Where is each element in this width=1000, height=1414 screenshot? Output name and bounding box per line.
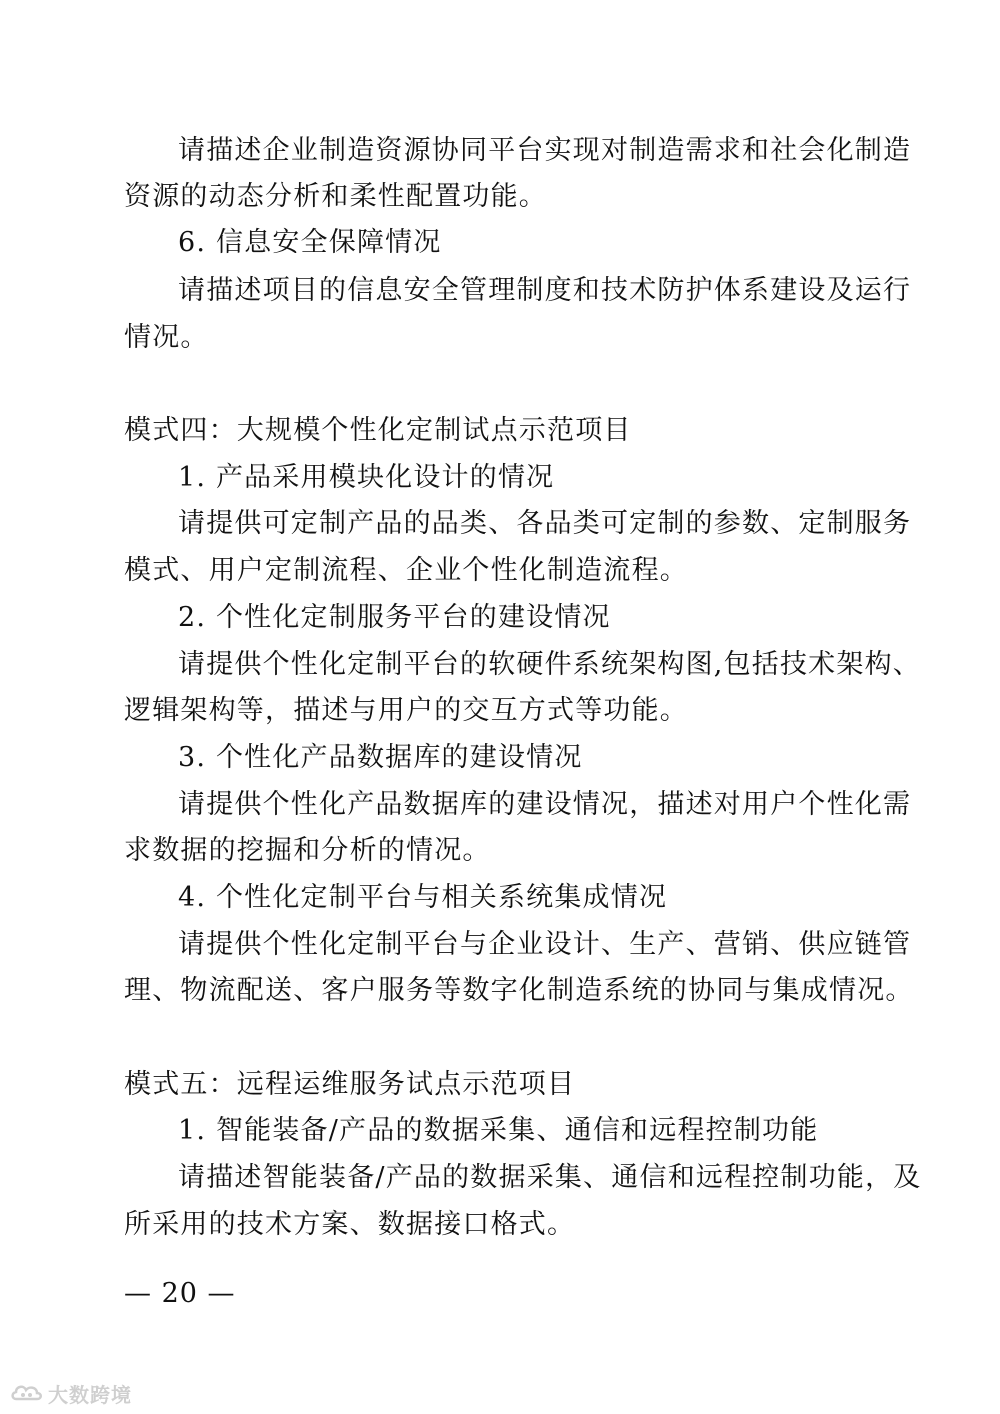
page-number: — 20 — — [124, 1278, 236, 1309]
section-heading: 3. 个性化产品数据库的建设情况 — [178, 742, 583, 773]
section-heading: 6. 信息安全保障情况 — [178, 227, 442, 258]
paragraph-line: 请提供个性化产品数据库的建设情况，描述对用户个性化需 — [178, 789, 912, 820]
cloud-logo-icon — [10, 1381, 44, 1405]
section-heading: 1. 产品采用模块化设计的情况 — [178, 462, 555, 493]
paragraph-line: 逻辑架构等，描述与用户的交互方式等功能。 — [124, 695, 688, 726]
paragraph-line: 请提供可定制产品的品类、各品类可定制的参数、定制服务 — [178, 508, 912, 539]
section-heading: 2. 个性化定制服务平台的建设情况 — [178, 602, 611, 633]
section-heading: 1. 智能装备/产品的数据采集、通信和远程控制功能 — [178, 1115, 819, 1146]
mode-heading: 模式四：大规模个性化定制试点示范项目 — [124, 415, 632, 446]
paragraph-line: 请描述项目的信息安全管理制度和技术防护体系建设及运行 — [178, 275, 912, 306]
watermark-text: 大数跨境 — [48, 1382, 132, 1407]
paragraph-line: 资源的动态分析和柔性配置功能。 — [124, 181, 547, 212]
paragraph-line: 请描述智能装备/产品的数据采集、通信和远程控制功能，及 — [178, 1162, 922, 1193]
paragraph-line: 请提供个性化定制平台的软硬件系统架构图,包括技术架构、 — [178, 649, 921, 680]
paragraph-line: 请描述企业制造资源协同平台实现对制造需求和社会化制造 — [178, 135, 912, 166]
paragraph-line: 所采用的技术方案、数据接口格式。 — [124, 1209, 576, 1240]
paragraph-line: 模式、用户定制流程、企业个性化制造流程。 — [124, 555, 688, 586]
paragraph-line: 情况。 — [124, 322, 209, 353]
mode-heading: 模式五：远程运维服务试点示范项目 — [124, 1069, 576, 1100]
section-heading: 4. 个性化定制平台与相关系统集成情况 — [178, 882, 668, 913]
paragraph-line: 理、物流配送、客户服务等数字化制造系统的协同与集成情况。 — [124, 975, 914, 1006]
paragraph-line: 请提供个性化定制平台与企业设计、生产、营销、供应链管 — [178, 929, 912, 960]
paragraph-line: 求数据的挖掘和分析的情况。 — [124, 835, 491, 866]
watermark — [10, 1378, 132, 1408]
